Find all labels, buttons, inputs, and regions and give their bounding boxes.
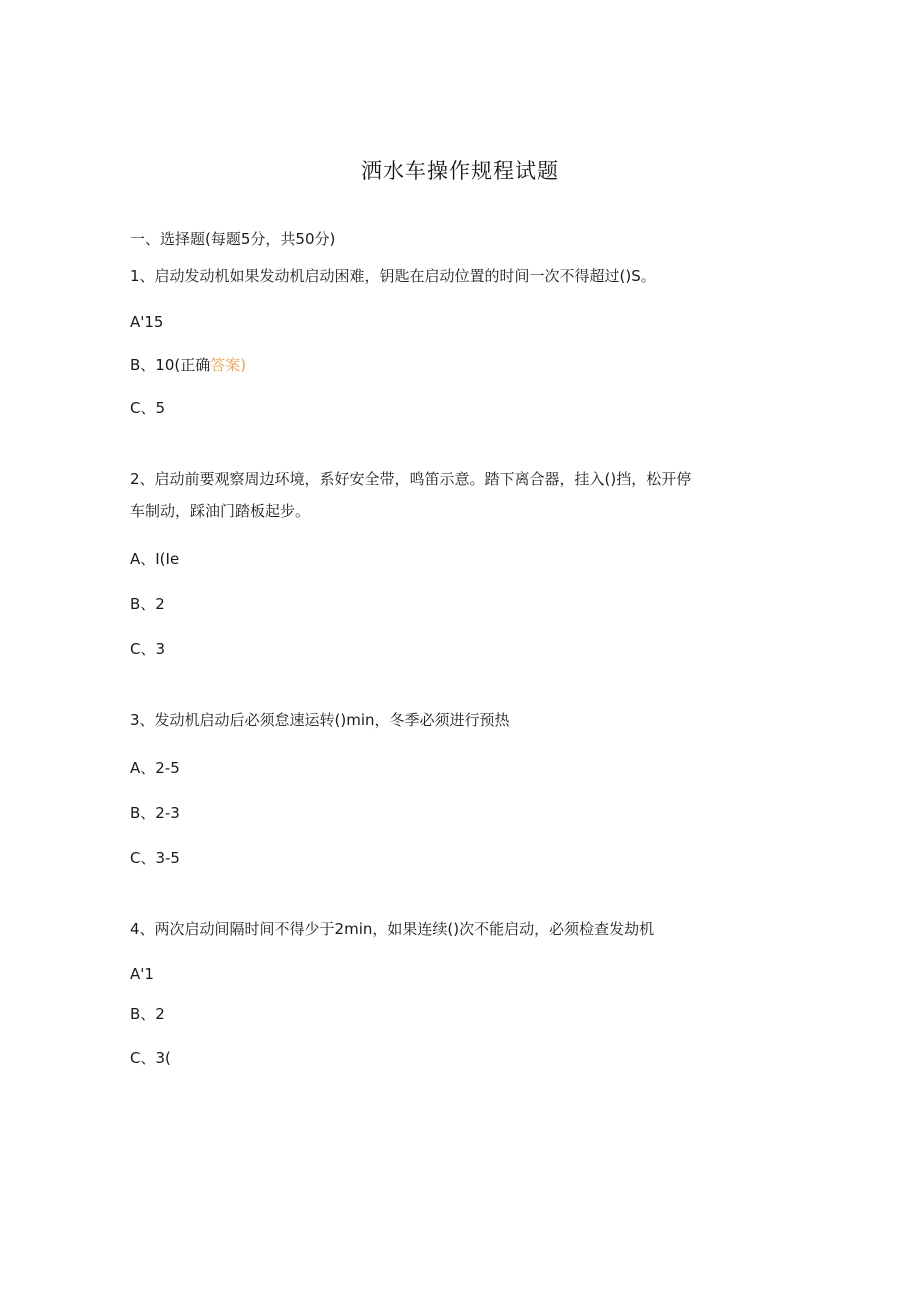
question-3-option-a: A、2-5 <box>130 759 180 777</box>
question-1-option-a: A'15 <box>130 313 164 331</box>
question-2-stem-line-1: 2、启动前要观察周边环境，系好安全带，鸣笛示意。踏下离合器，挂入()挡，松开停 <box>130 470 692 488</box>
question-2-option-b: B、2 <box>130 595 165 613</box>
question-2-option-a: A、I(Ie <box>130 550 180 568</box>
section-heading: 一、选择题(每题5分，共50分) <box>130 230 336 248</box>
page-title: 洒水车操作规程试题 <box>361 159 559 183</box>
question-2-option-c: C、3 <box>130 640 166 658</box>
question-3-option-b: B、2-3 <box>130 804 180 822</box>
answer-marker: (正确 <box>174 356 211 374</box>
question-4-option-b: B、2 <box>130 1005 165 1023</box>
question-4-stem: 4、两次启动间隔时间不得少于2min，如果连续()次不能启动，必须检查发劫机 <box>130 920 655 938</box>
question-4-option-a: A'1 <box>130 965 154 983</box>
question-4-option-c: C、3( <box>130 1049 171 1067</box>
question-3-stem: 3、发动机启动后必须怠速运转()min，冬季必须进行预热 <box>130 711 510 729</box>
question-2-stem-line-2: 车制动，踩油门踏板起步。 <box>130 502 311 520</box>
answer-marker-highlight: 答案) <box>210 356 247 374</box>
question-1-option-c: C、5 <box>130 399 166 417</box>
question-3-option-c: C、3-5 <box>130 849 180 867</box>
question-1-stem: 1、启动发动机如果发动机启动困难，钥匙在启动位置的时间一次不得超过()S。 <box>130 267 656 285</box>
question-1-option-b: B、10(正确答案) <box>130 356 247 374</box>
